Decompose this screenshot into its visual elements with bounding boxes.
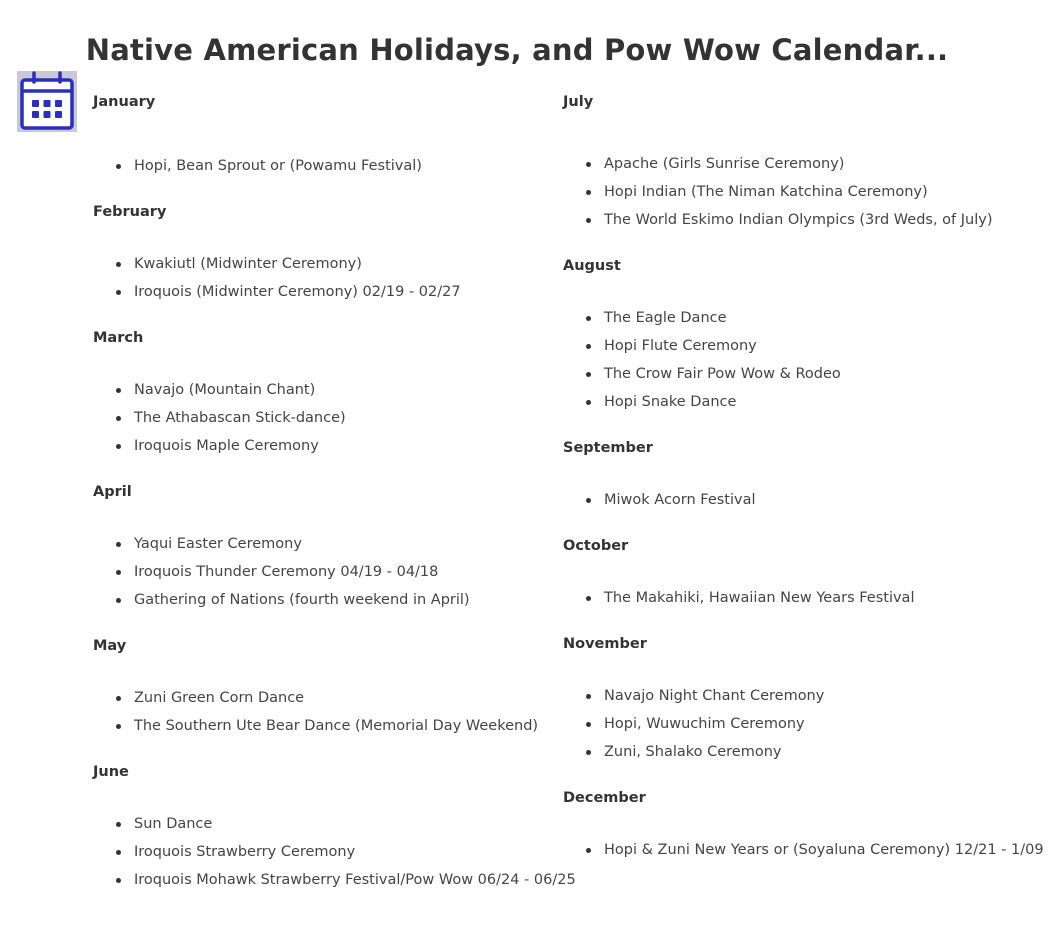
event-item: The Southern Ute Bear Dance (Memorial Day Weekend) (93, 712, 553, 740)
event-list (563, 682, 1043, 766)
month-section-october (563, 536, 1043, 612)
event-item: Iroquois Mohawk Strawberry Festival/Pow Wow 06/24 - 06/25 (93, 866, 553, 894)
event-item: Gathering of Nations (fourth weekend in April) (93, 586, 553, 614)
event-item: Zuni, Shalako Ceremony (563, 738, 1043, 766)
event-item: The Eagle Dance (563, 304, 1043, 332)
event-list (563, 836, 1043, 864)
right-column (563, 92, 1043, 886)
month-heading: June (93, 764, 129, 780)
month-heading: September (563, 440, 653, 456)
month-heading: January (93, 94, 156, 110)
page-title: Native American Holidays, and Pow Wow Calendar... (85, 33, 949, 68)
event-list (93, 250, 553, 306)
month-heading: May (93, 638, 127, 654)
event-item: Kwakiutl (Midwinter Ceremony) (93, 250, 553, 278)
month-section-january (93, 92, 553, 180)
event-item: Iroquois Strawberry Ceremony (93, 838, 553, 866)
month-section-september (563, 438, 1043, 514)
event-item: Hopi, Wuwuchim Ceremony (563, 710, 1043, 738)
event-item: Iroquois (Midwinter Ceremony) 02/19 - 02/27 (93, 278, 553, 306)
event-item: The Athabascan Stick-dance) (93, 404, 553, 432)
month-heading: April (93, 484, 132, 500)
event-item: Iroquois Thunder Ceremony 04/19 - 04/18 (93, 558, 553, 586)
event-item: The World Eskimo Indian Olympics (3rd Weds, of July) (563, 206, 1043, 234)
event-list (563, 584, 1043, 612)
event-list (563, 486, 1043, 514)
event-list (93, 810, 576, 894)
month-heading: August (563, 258, 621, 274)
month-section-november (563, 634, 1043, 766)
event-item: Hopi, Bean Sprout or (Powamu Festival) (93, 152, 553, 180)
month-heading: December (563, 790, 646, 806)
event-item: Hopi & Zuni New Years or (Soyaluna Ceremony) 12/21 - 1/09 (563, 836, 1043, 864)
month-section-december (563, 788, 1043, 864)
event-item: Navajo (Mountain Chant) (93, 376, 553, 404)
event-item: Hopi Indian (The Niman Katchina Ceremony) (563, 178, 1043, 206)
event-list (563, 304, 1043, 416)
month-section-august (563, 256, 1043, 416)
month-section-february (93, 202, 553, 306)
month-section-march (93, 328, 553, 460)
event-list (93, 684, 553, 740)
month-heading: March (93, 330, 144, 346)
month-heading: July (563, 94, 594, 110)
month-section-june (93, 762, 576, 894)
event-item: Apache (Girls Sunrise Ceremony) (563, 150, 1043, 178)
event-item: Iroquois Maple Ceremony (93, 432, 553, 460)
calendar-icon (17, 71, 77, 132)
month-heading: October (563, 538, 629, 554)
event-list (93, 376, 553, 460)
event-item: Miwok Acorn Festival (563, 486, 1043, 514)
event-item: The Makahiki, Hawaiian New Years Festival (563, 584, 1043, 612)
event-list (563, 150, 1043, 234)
month-heading: November (563, 636, 647, 652)
month-section-july (563, 92, 1043, 234)
left-column (93, 92, 576, 916)
event-item: The Crow Fair Pow Wow & Rodeo (563, 360, 1043, 388)
event-item: Yaqui Easter Ceremony (93, 530, 553, 558)
event-item: Hopi Flute Ceremony (563, 332, 1043, 360)
event-item: Zuni Green Corn Dance (93, 684, 553, 712)
event-list (93, 152, 553, 180)
event-item: Sun Dance (93, 810, 553, 838)
event-item: Navajo Night Chant Ceremony (563, 682, 1043, 710)
month-section-may (93, 636, 553, 740)
event-list (93, 530, 553, 614)
month-section-april (93, 482, 553, 614)
month-heading: February (93, 204, 167, 220)
event-item: Hopi Snake Dance (563, 388, 1043, 416)
